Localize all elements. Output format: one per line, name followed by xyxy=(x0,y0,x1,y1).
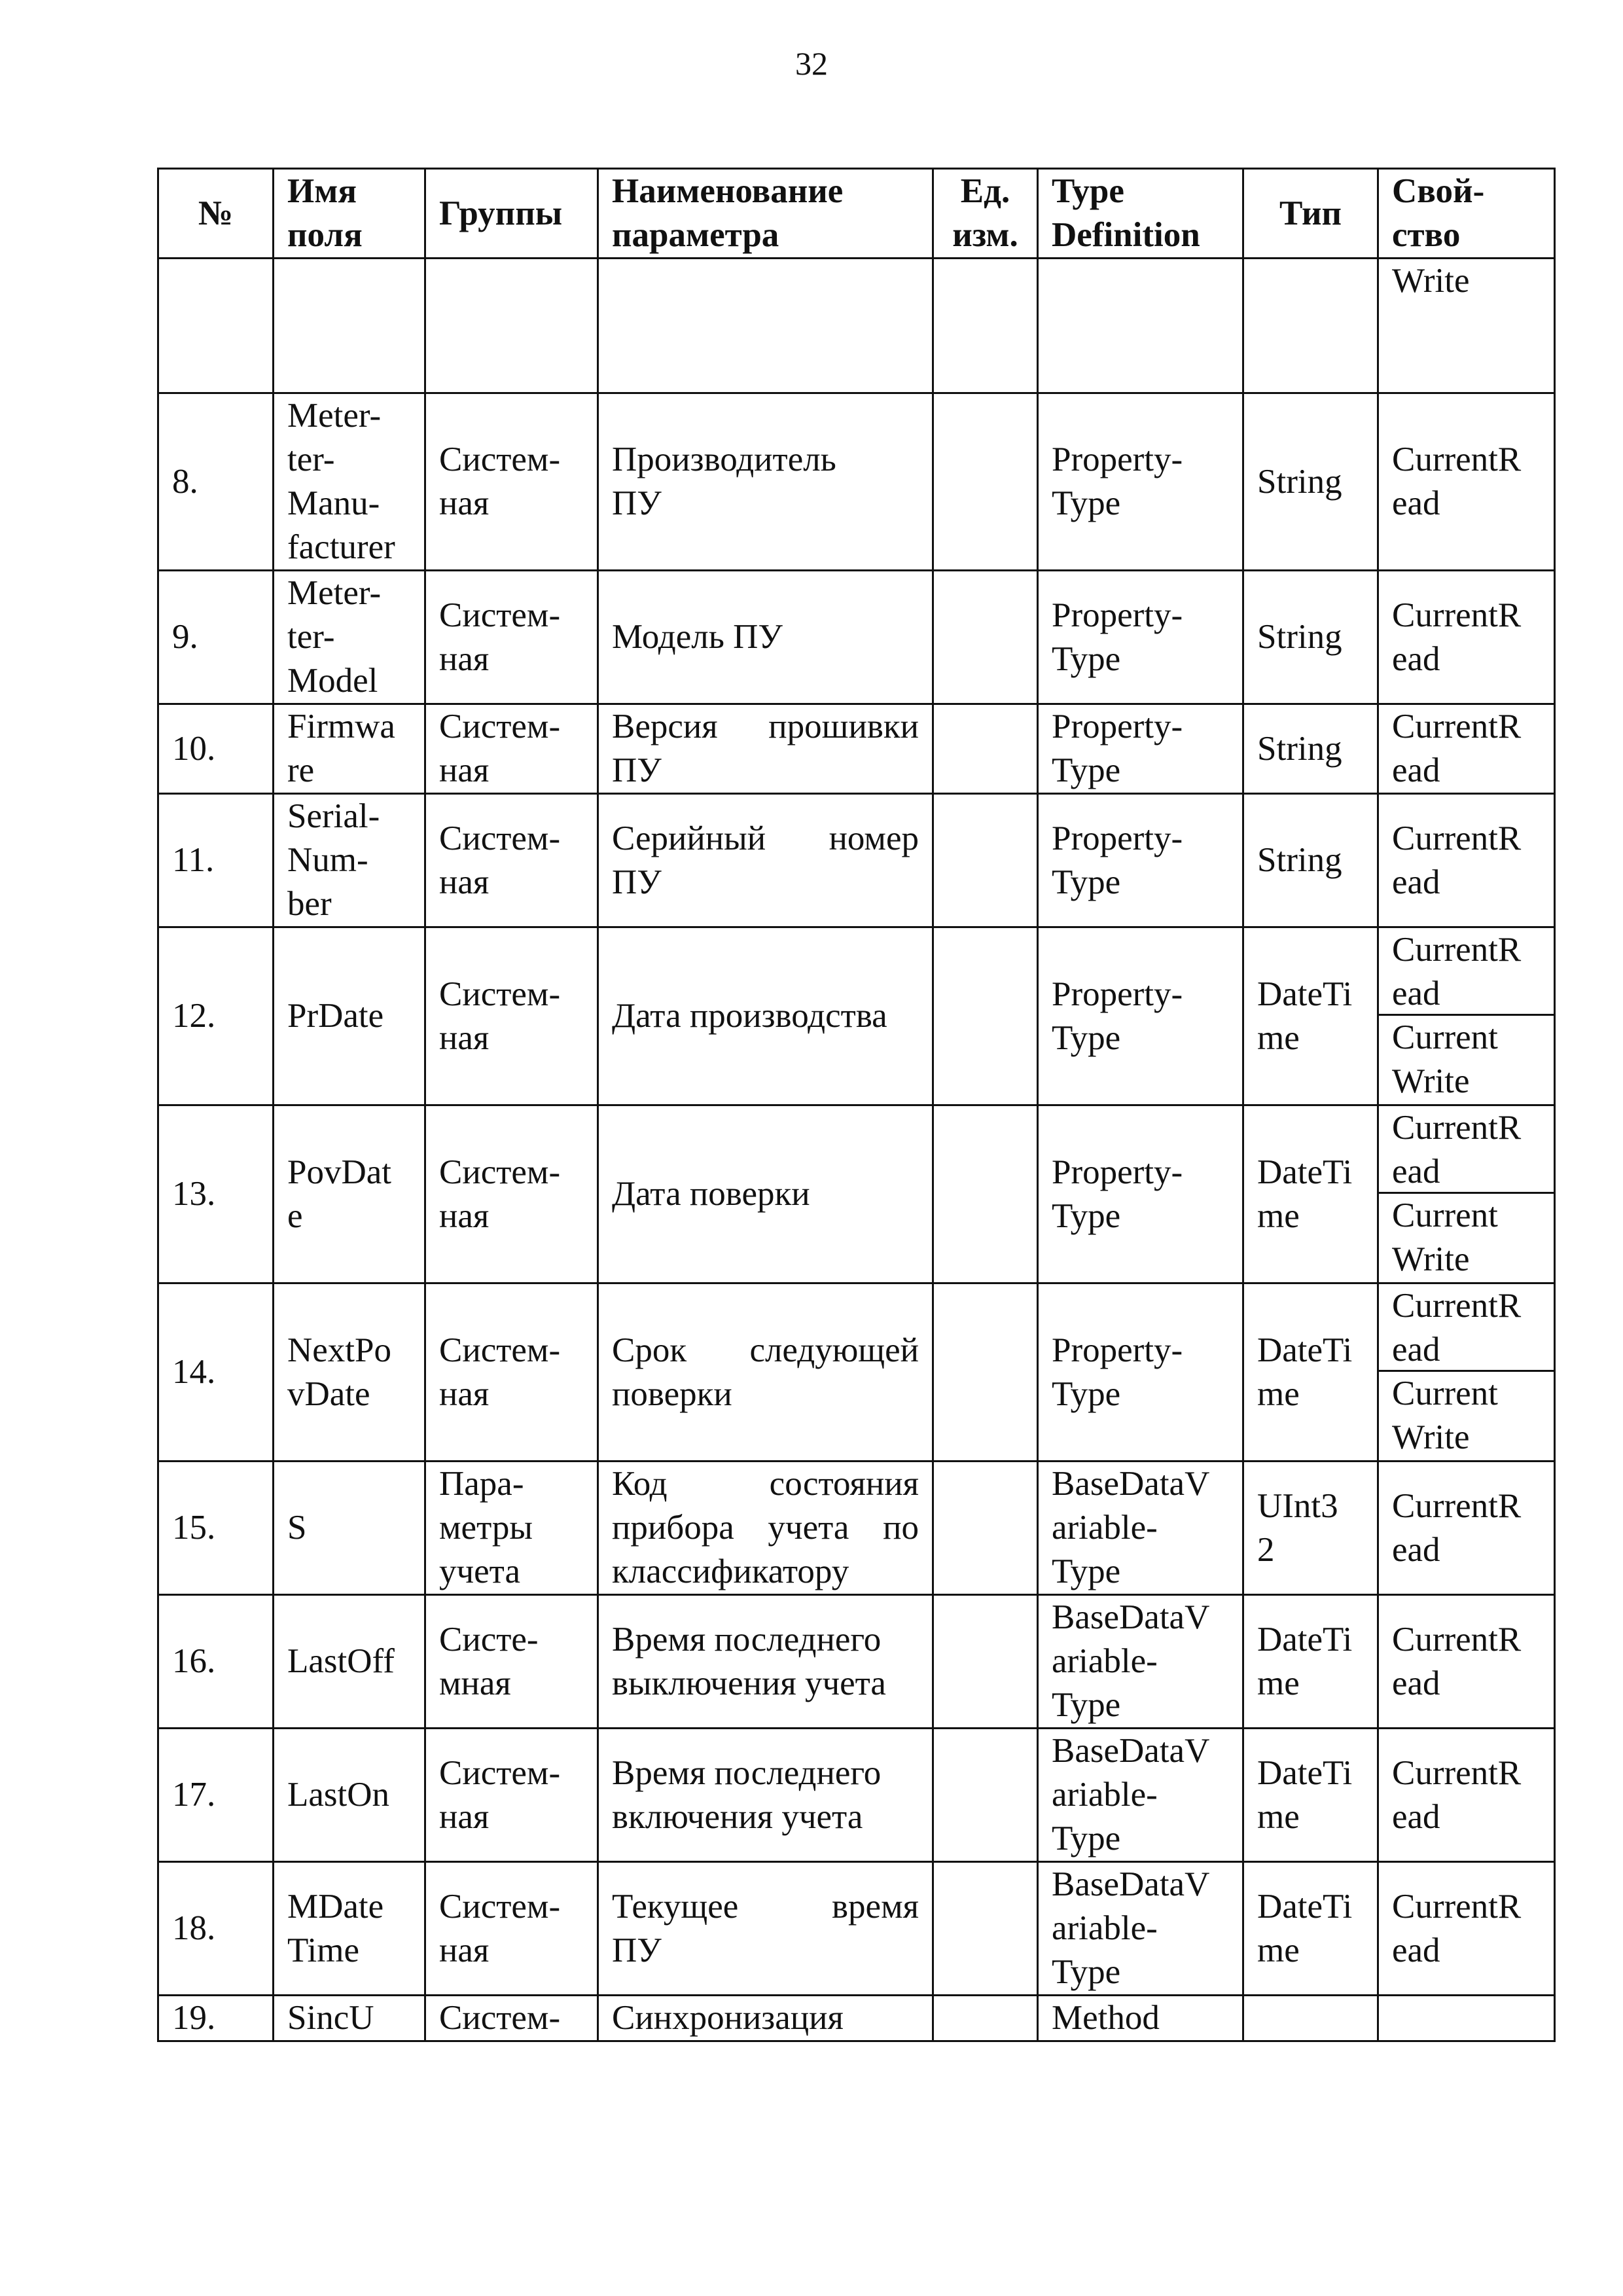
group-cell xyxy=(425,1862,598,1996)
group-cell xyxy=(425,1105,598,1283)
table-row xyxy=(158,704,1555,794)
type-definition-cell xyxy=(1038,1996,1243,2041)
table-cell xyxy=(1243,259,1378,393)
type-definition-cell-line: Property- xyxy=(1052,440,1183,478)
field-name-cell-line: ter- xyxy=(287,618,335,656)
type-cell xyxy=(1243,571,1378,704)
unit-cell xyxy=(933,393,1038,571)
parameter-name-cell-line: Дата производства xyxy=(612,997,887,1035)
property-subcell xyxy=(1379,1284,1554,1372)
type-cell-line: 2 xyxy=(1257,1530,1275,1569)
field-name-cell xyxy=(274,1105,425,1283)
type-definition-cell xyxy=(1038,1595,1243,1729)
row-number: 13. xyxy=(158,1105,274,1283)
type-cell-line: String xyxy=(1257,729,1342,768)
parameter-name-cell-line: Срок следующей xyxy=(612,1331,919,1369)
field-name-cell xyxy=(274,794,425,927)
unit-cell xyxy=(933,1283,1038,1462)
parameter-name-cell-line: ПУ xyxy=(612,1931,662,1969)
parameter-name-cell xyxy=(598,1595,933,1729)
row-number: 9. xyxy=(158,571,274,704)
type-definition-cell-line: ariable- xyxy=(1052,1776,1158,1814)
type-cell-line: String xyxy=(1257,462,1342,501)
type-definition-cell-line: Property- xyxy=(1052,1153,1183,1191)
property-cell-line: ead xyxy=(1392,1530,1440,1569)
header-param-name xyxy=(598,169,933,259)
group-cell-line: учета xyxy=(439,1552,521,1590)
parameter-name-cell-line: ПУ xyxy=(612,863,662,901)
group-cell-line: Систем- xyxy=(439,1753,561,1792)
parameter-name-cell-line: Модель ПУ xyxy=(612,618,783,656)
type-cell-line: DateTi xyxy=(1257,1753,1353,1792)
type-cell xyxy=(1243,1862,1378,1996)
row-number: 11. xyxy=(158,794,274,927)
property-cell-line: ead xyxy=(1392,751,1440,789)
type-cell-line: DateTi xyxy=(1257,975,1353,1013)
unit-cell xyxy=(933,571,1038,704)
parameter-name-cell xyxy=(598,393,933,571)
header-property-line: Свой- xyxy=(1392,172,1485,210)
parameter-name-cell-line: Производитель xyxy=(612,440,836,478)
property-line: CurrentR xyxy=(1392,1109,1522,1147)
parameter-name-cell-line: Синхронизация xyxy=(612,1999,844,2037)
group-cell-line: Систем- xyxy=(439,975,561,1013)
header-param-name-line: параметра xyxy=(612,216,779,254)
field-name-cell xyxy=(274,1996,425,2041)
type-definition-cell-line: Type xyxy=(1052,1552,1121,1590)
field-name-cell-line: e xyxy=(287,1196,303,1235)
row-number: 17. xyxy=(158,1729,274,1862)
type-definition-cell-line: Property- xyxy=(1052,708,1183,745)
group-cell xyxy=(425,1462,598,1595)
property-cell: Write xyxy=(1378,259,1555,393)
unit-cell xyxy=(933,1462,1038,1595)
type-definition-cell-line: Type xyxy=(1052,1018,1121,1057)
type-cell xyxy=(1243,794,1378,927)
header-groups: Группы xyxy=(425,169,598,259)
type-cell xyxy=(1243,1729,1378,1862)
field-name-cell xyxy=(274,1462,425,1595)
type-definition-cell-line: BaseDataV xyxy=(1052,1732,1210,1770)
type-cell-line: me xyxy=(1257,1797,1300,1836)
group-cell-line: ная xyxy=(439,484,490,522)
field-name-cell-line: ter- xyxy=(287,440,335,478)
group-cell-line: ная xyxy=(439,751,490,789)
field-name-cell xyxy=(274,1595,425,1729)
parameter-name-cell-line: Время последнего xyxy=(612,1753,882,1792)
table-row xyxy=(158,1862,1555,1996)
field-name-cell-line: PovDat xyxy=(287,1153,391,1191)
group-cell xyxy=(425,704,598,794)
table-row xyxy=(158,1462,1555,1595)
group-cell xyxy=(425,1283,598,1462)
parameter-name-cell-line: Дата поверки xyxy=(612,1175,810,1213)
type-cell xyxy=(1243,1105,1378,1283)
type-definition-cell-line: Type xyxy=(1052,1374,1121,1413)
property-cell-line: ead xyxy=(1392,1797,1440,1836)
group-cell-line: Пара- xyxy=(439,1465,524,1503)
group-cell-line: ная xyxy=(439,1018,490,1057)
group-cell-line: Систем- xyxy=(439,819,561,857)
group-cell xyxy=(425,1729,598,1862)
row-number: 8. xyxy=(158,393,274,571)
property-cell xyxy=(1378,1105,1555,1283)
group-cell-line: ная xyxy=(439,863,490,901)
property-cell-line: CurrentR xyxy=(1392,440,1522,478)
property-cell xyxy=(1378,794,1555,927)
type-definition-cell-line: Type xyxy=(1052,751,1121,789)
property-cell xyxy=(1378,393,1555,571)
type-cell-line: DateTi xyxy=(1257,1153,1353,1191)
type-cell-line: me xyxy=(1257,1196,1300,1235)
parameter-name-cell xyxy=(598,1729,933,1862)
continuation-row xyxy=(158,259,1555,393)
property-cell-line: ead xyxy=(1392,863,1440,901)
parameter-name-cell xyxy=(598,794,933,927)
property-cell-line: CurrentR xyxy=(1392,596,1522,634)
field-name-cell-line: MDate xyxy=(287,1887,384,1926)
type-cell-line: me xyxy=(1257,1931,1300,1969)
property-cell xyxy=(1378,927,1555,1105)
header-property-line: ство xyxy=(1392,216,1461,254)
type-cell-line: me xyxy=(1257,1664,1300,1702)
property-cell-line: CurrentR xyxy=(1392,708,1522,745)
type-definition-cell-line: Type xyxy=(1052,639,1121,678)
header-unit xyxy=(933,169,1038,259)
parameter-name-cell-line: классификатору xyxy=(612,1552,849,1590)
unit-cell xyxy=(933,1862,1038,1996)
property-cell-line: ead xyxy=(1392,1664,1440,1702)
property-subcell xyxy=(1379,928,1554,1016)
type-cell-line: String xyxy=(1257,841,1342,879)
property-line: ead xyxy=(1392,1331,1440,1369)
field-name-cell-line: vDate xyxy=(287,1374,370,1413)
property-cell xyxy=(1378,1283,1555,1462)
row-number: 14. xyxy=(158,1283,274,1462)
header-unit-line: Ед. xyxy=(960,172,1010,210)
parameter-name-cell-line: выключения учета xyxy=(612,1664,886,1702)
property-cell xyxy=(1378,1996,1555,2041)
parameter-name-cell-line: прибора учета по xyxy=(612,1509,919,1547)
type-definition-cell-line: Property- xyxy=(1052,596,1183,634)
property-cell xyxy=(1378,1729,1555,1862)
type-definition-cell-line: Type xyxy=(1052,1820,1121,1857)
property-line: Current xyxy=(1392,1374,1498,1412)
property-cell xyxy=(1378,704,1555,794)
type-cell-line: DateTi xyxy=(1257,1620,1353,1659)
parameter-name-cell-line: включения учета xyxy=(612,1797,863,1836)
property-cell-line: CurrentR xyxy=(1392,819,1522,857)
type-definition-cell-line: BaseDataV xyxy=(1052,1598,1210,1636)
parameter-name-cell xyxy=(598,1996,933,2041)
property-cell-line: CurrentR xyxy=(1392,1753,1522,1792)
table-row xyxy=(158,1996,1555,2041)
property-cell xyxy=(1378,1462,1555,1595)
header-field-name xyxy=(274,169,425,259)
property-subcell xyxy=(1379,1106,1554,1194)
property-cell-line: ead xyxy=(1392,639,1440,678)
group-cell xyxy=(425,1595,598,1729)
header-unit-line: изм. xyxy=(952,216,1018,254)
property-cell xyxy=(1378,1595,1555,1729)
property-cell-line: CurrentR xyxy=(1392,1486,1522,1525)
unit-cell xyxy=(933,927,1038,1105)
table-row xyxy=(158,927,1555,1105)
unit-cell xyxy=(933,794,1038,927)
property-subcell xyxy=(1379,1194,1554,1282)
parameter-name-cell xyxy=(598,704,933,794)
field-name-cell-line: NextPo xyxy=(287,1331,391,1369)
property-cell xyxy=(1378,571,1555,704)
table-row xyxy=(158,1595,1555,1729)
table-cell xyxy=(598,259,933,393)
table-row xyxy=(158,1729,1555,1862)
property-cell-line: ead xyxy=(1392,1931,1440,1969)
parameter-name-cell-line: поверки xyxy=(612,1374,732,1413)
type-definition-cell-line: Type xyxy=(1052,484,1121,522)
property-line: Current xyxy=(1392,1018,1498,1056)
row-number: 19. xyxy=(158,1996,274,2041)
parameter-name-cell-line: ПУ xyxy=(612,484,662,522)
type-definition-cell xyxy=(1038,1283,1243,1462)
parameter-name-cell-line: Серийный номер xyxy=(612,819,919,857)
field-name-cell-line: Meter- xyxy=(287,574,382,612)
property-line: ead xyxy=(1392,1153,1440,1191)
field-name-cell-line: Firmwa xyxy=(287,708,395,745)
type-definition-cell xyxy=(1038,1105,1243,1283)
table-cell xyxy=(1038,259,1243,393)
property-line: CurrentR xyxy=(1392,931,1522,969)
parameter-name-cell xyxy=(598,927,933,1105)
table-row xyxy=(158,393,1555,571)
group-cell-line: Систем- xyxy=(439,1331,561,1369)
type-cell xyxy=(1243,927,1378,1105)
table-cell xyxy=(158,259,274,393)
type-definition-cell-line: Property- xyxy=(1052,819,1183,857)
type-definition-cell-line: BaseDataV xyxy=(1052,1865,1210,1903)
field-name-cell-line: Serial- xyxy=(287,797,380,835)
type-definition-cell xyxy=(1038,794,1243,927)
type-definition-cell xyxy=(1038,1462,1243,1595)
field-name-cell-line: ber xyxy=(287,885,332,923)
field-name-cell xyxy=(274,393,425,571)
group-cell-line: Систем- xyxy=(439,1999,561,2037)
type-definition-cell-line: Type xyxy=(1052,1953,1121,1991)
row-number: 18. xyxy=(158,1862,274,1996)
type-definition-cell xyxy=(1038,704,1243,794)
group-cell-line: Систем- xyxy=(439,1887,561,1926)
type-definition-cell-line: ariable- xyxy=(1052,1642,1158,1680)
type-cell-line: String xyxy=(1257,618,1342,656)
type-definition-cell xyxy=(1038,393,1243,571)
unit-cell xyxy=(933,704,1038,794)
type-definition-cell xyxy=(1038,571,1243,704)
group-cell-line: Систем- xyxy=(439,596,561,634)
type-cell xyxy=(1243,1462,1378,1595)
unit-cell xyxy=(933,1996,1038,2041)
property-cell xyxy=(1378,1862,1555,1996)
group-cell xyxy=(425,794,598,927)
type-cell-line: DateTi xyxy=(1257,1331,1353,1369)
type-definition-cell-line: ariable- xyxy=(1052,1509,1158,1547)
unit-cell xyxy=(933,1729,1038,1862)
type-cell xyxy=(1243,1595,1378,1729)
group-cell-line: Систем- xyxy=(439,440,561,478)
group-cell-line: ная xyxy=(439,1196,490,1235)
type-definition-cell-line: Method xyxy=(1052,1999,1160,2037)
type-cell xyxy=(1243,704,1378,794)
field-name-cell-line: Num- xyxy=(287,841,368,879)
group-cell-line: ная xyxy=(439,639,490,678)
header-type-definition-line: Type xyxy=(1052,172,1124,210)
type-definition-cell xyxy=(1038,1862,1243,1996)
type-definition-cell-line: BaseDataV xyxy=(1052,1465,1210,1503)
header-type-definition xyxy=(1038,169,1243,259)
property-line: CurrentR xyxy=(1392,1287,1522,1325)
header-type-definition-line: Definition xyxy=(1052,216,1200,254)
field-name-cell-line: Manu- xyxy=(287,484,380,522)
group-cell-line: ная xyxy=(439,1931,490,1969)
header-field-name-line: поля xyxy=(287,216,363,254)
unit-cell xyxy=(933,1105,1038,1283)
field-name-cell-line: facturer xyxy=(287,528,395,566)
group-cell-line: метры xyxy=(439,1509,533,1547)
type-cell-line: me xyxy=(1257,1018,1300,1057)
group-cell-line: ная xyxy=(439,1374,490,1413)
field-name-cell-line: re xyxy=(287,751,315,789)
parameter-name-cell-line: Текущее время xyxy=(612,1887,919,1926)
table-cell xyxy=(933,259,1038,393)
type-cell xyxy=(1243,393,1378,571)
group-cell xyxy=(425,393,598,571)
property-line: Current xyxy=(1392,1196,1498,1234)
type-definition-cell-line: Property- xyxy=(1052,1331,1183,1369)
header-row xyxy=(158,169,1555,259)
parameter-name-cell xyxy=(598,571,933,704)
group-cell-line: Систем- xyxy=(439,1153,561,1191)
type-definition-cell xyxy=(1038,927,1243,1105)
field-name-cell-line: Meter- xyxy=(287,397,382,435)
header-field-name-line: Имя xyxy=(287,172,357,210)
type-definition-cell xyxy=(1038,1729,1243,1862)
field-name-cell-line: LastOff xyxy=(287,1642,395,1680)
table-row xyxy=(158,571,1555,704)
type-definition-cell-line: Type xyxy=(1052,863,1121,901)
parameter-name-cell-line: Время последнего xyxy=(612,1620,882,1659)
property-line: ead xyxy=(1392,975,1440,1013)
row-number: 12. xyxy=(158,927,274,1105)
parameter-name-cell-line: ПУ xyxy=(612,751,662,789)
table-cell xyxy=(274,259,425,393)
field-name-cell-line: S xyxy=(287,1509,307,1547)
field-name-cell xyxy=(274,1283,425,1462)
header-property xyxy=(1378,169,1555,259)
field-name-cell xyxy=(274,571,425,704)
unit-cell xyxy=(933,1595,1038,1729)
type-cell-line: DateTi xyxy=(1257,1887,1353,1926)
type-cell-line: me xyxy=(1257,1374,1300,1413)
field-name-cell xyxy=(274,1729,425,1862)
page-number: 32 xyxy=(795,45,828,82)
header-param-name-line: Наименование xyxy=(612,172,844,210)
field-name-cell-line: PrDate xyxy=(287,997,384,1035)
table-cell xyxy=(425,259,598,393)
property-subcell xyxy=(1379,1016,1554,1104)
group-cell xyxy=(425,571,598,704)
group-cell xyxy=(425,927,598,1105)
field-name-cell-line: LastOn xyxy=(287,1776,390,1814)
row-number: 15. xyxy=(158,1462,274,1595)
field-name-cell-line: SincU xyxy=(287,1999,374,2037)
type-cell xyxy=(1243,1283,1378,1462)
table-row xyxy=(158,1105,1555,1283)
parameters-table xyxy=(157,168,1556,2042)
type-definition-cell-line: Type xyxy=(1052,1196,1121,1235)
group-cell-line: Систем- xyxy=(439,708,561,745)
type-cell xyxy=(1243,1996,1378,2041)
table-row xyxy=(158,794,1555,927)
field-name-cell xyxy=(274,927,425,1105)
row-number: 10. xyxy=(158,704,274,794)
header-num: № xyxy=(158,169,274,259)
type-cell-line: UInt3 xyxy=(1257,1486,1338,1525)
table-row xyxy=(158,1283,1555,1462)
field-name-cell xyxy=(274,704,425,794)
header-type: Тип xyxy=(1243,169,1378,259)
group-cell-line: ная xyxy=(439,1797,490,1836)
parameter-name-cell xyxy=(598,1283,933,1462)
property-line: Write xyxy=(1392,1062,1470,1100)
group-cell xyxy=(425,1996,598,2041)
property-subcell xyxy=(1379,1372,1554,1460)
property-line: Write xyxy=(1392,1418,1470,1456)
property-cell-line: ead xyxy=(1392,484,1440,522)
group-cell-line: мная xyxy=(439,1664,511,1702)
parameter-name-cell xyxy=(598,1105,933,1283)
property-line: Write xyxy=(1392,1240,1470,1278)
property-cell-line: CurrentR xyxy=(1392,1887,1522,1926)
type-definition-cell-line: ariable- xyxy=(1052,1909,1158,1947)
parameter-name-cell xyxy=(598,1862,933,1996)
parameter-name-cell-line: Версия прошивки xyxy=(612,708,919,745)
field-name-cell-line: Time xyxy=(287,1931,359,1969)
field-name-cell-line: Model xyxy=(287,662,378,700)
field-name-cell xyxy=(274,1862,425,1996)
type-definition-cell-line: Type xyxy=(1052,1686,1121,1724)
property-cell-line: CurrentR xyxy=(1392,1620,1522,1659)
parameter-name-cell-line: Код состояния xyxy=(612,1465,919,1503)
type-definition-cell-line: Property- xyxy=(1052,975,1183,1013)
row-number: 16. xyxy=(158,1595,274,1729)
parameter-name-cell xyxy=(598,1462,933,1595)
group-cell-line: Систе- xyxy=(439,1620,539,1659)
